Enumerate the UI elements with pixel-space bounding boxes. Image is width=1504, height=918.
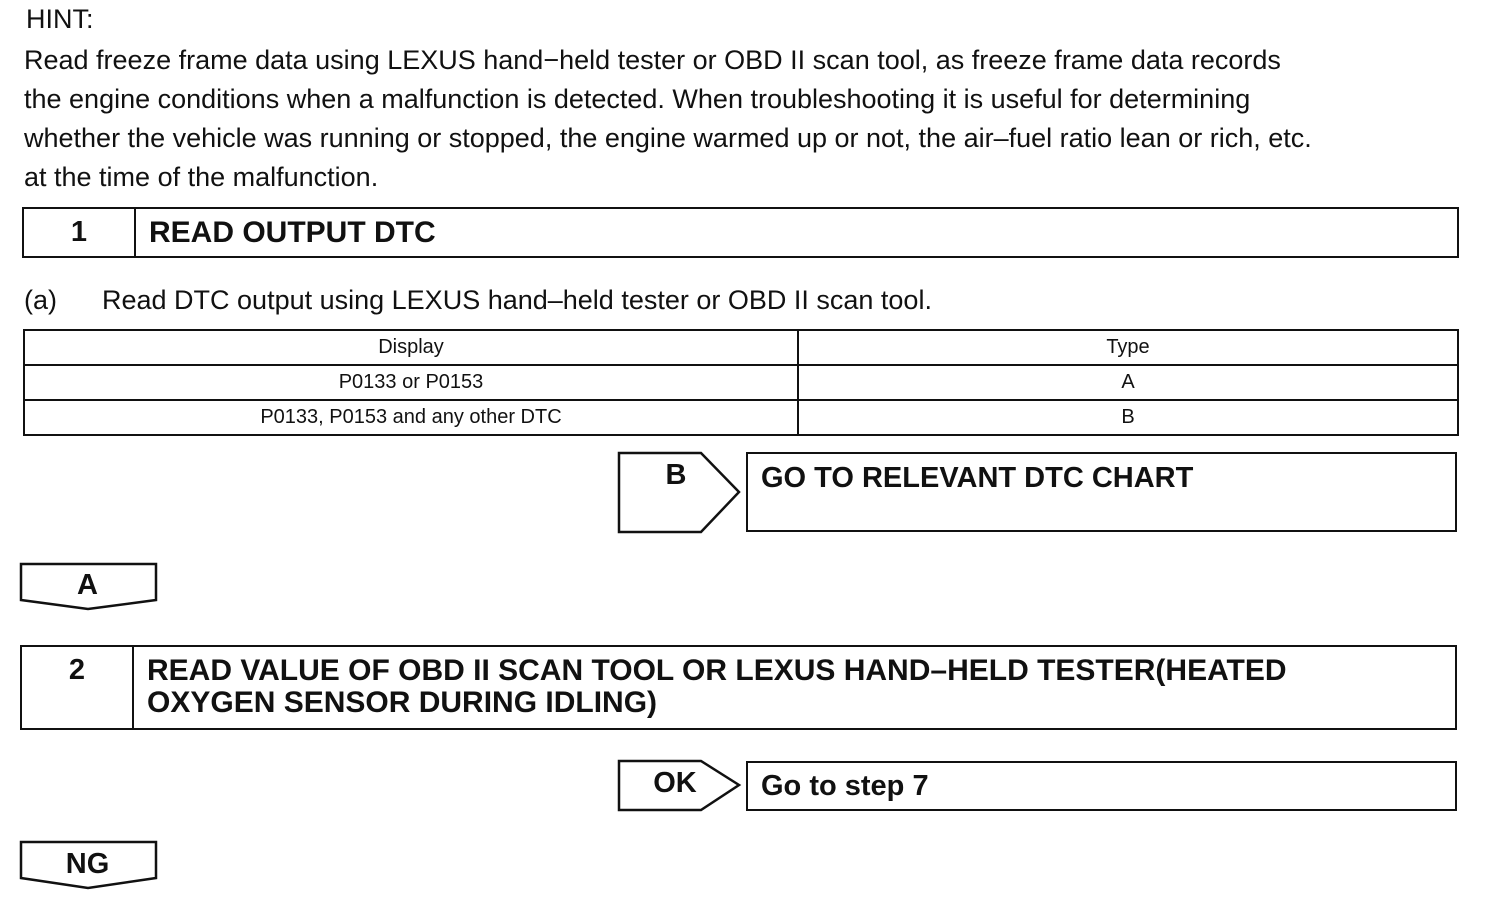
branch-ng-label: NG [65, 848, 110, 880]
table-cell: A [798, 365, 1458, 400]
step-2-header [20, 645, 1457, 730]
hint-paragraph [24, 41, 1460, 197]
branch-b-result: GO TO RELEVANT DTC CHART [746, 452, 1457, 532]
step-1-header [22, 207, 1459, 258]
step-number: 1 [24, 209, 136, 256]
hint-line: Read freeze frame data using LEXUS hand−held tester or OBD II scan tool, as freeze frame data records [24, 45, 1281, 75]
step-1-instruction [24, 285, 932, 316]
item-tag: (a) [24, 285, 57, 315]
table-row [24, 400, 1458, 435]
step-title-line: OXYGEN SENSOR DURING IDLING) [147, 686, 658, 719]
step-title [134, 647, 1455, 728]
column-header-type: Type [798, 330, 1458, 365]
branch-a-label: A [77, 569, 98, 601]
dtc-table [23, 329, 1459, 436]
table-cell: P0133, P0153 and any other DTC [24, 400, 798, 435]
step-title-line: READ VALUE OF OBD II SCAN TOOL OR LEXUS HAND–HELD TESTER(HEATED [147, 654, 1287, 687]
hint-line: the engine conditions when a malfunction is detected. When troubleshooting it is useful for determining [24, 84, 1251, 114]
branch-ok-result: Go to step 7 [746, 761, 1457, 811]
hint-label: HINT: [26, 4, 94, 34]
branch-ok-label: OK [653, 767, 697, 799]
table-header-row [24, 330, 1458, 365]
branch-b-label: B [665, 459, 687, 491]
hint-line: whether the vehicle was running or stopped, the engine warmed up or not, the air–fuel ratio lean or rich, etc. [24, 123, 1312, 153]
item-text: Read DTC output using LEXUS hand–held tester or OBD II scan tool. [102, 285, 932, 315]
table-cell: P0133 or P0153 [24, 365, 798, 400]
table-row [24, 365, 1458, 400]
table-cell: B [798, 400, 1458, 435]
hint-line: at the time of the malfunction. [24, 162, 379, 192]
step-title: READ OUTPUT DTC [149, 216, 436, 249]
column-header-display: Display [24, 330, 798, 365]
step-number: 2 [22, 647, 134, 728]
